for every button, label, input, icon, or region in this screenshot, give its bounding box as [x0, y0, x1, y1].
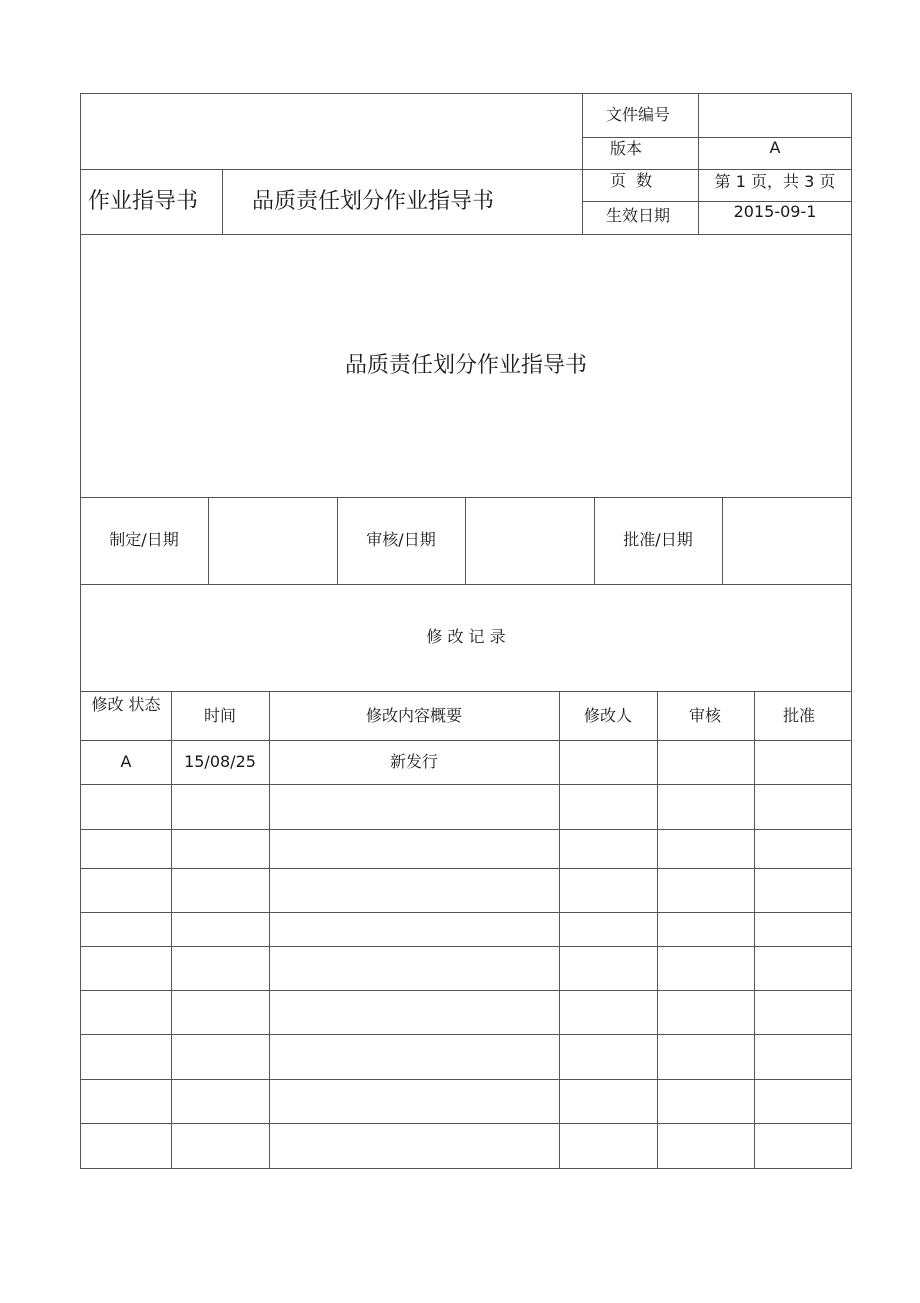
revision-col-divider-5 [754, 691, 755, 1169]
header-divider-meta-value [698, 93, 699, 234]
revision-col-divider-3 [559, 691, 560, 1169]
revision-col-header-review: 审核 [688, 706, 722, 725]
meta-label-pages: 页 数 [610, 171, 653, 190]
meta-value-version: A [769, 138, 781, 157]
signoff-divider-4 [594, 497, 595, 584]
revision-cell-status: A [120, 752, 132, 771]
signoff-label-reviewed: 审核/日期 [366, 530, 436, 549]
header-divider-doctype [222, 169, 223, 234]
signoff-label-prepared: 制定/日期 [109, 530, 179, 549]
main-title: 品质责任划分作业指导书 [344, 353, 588, 378]
signoff-divider-5 [722, 497, 723, 584]
document-frame [80, 93, 852, 1169]
header-bottom-line [80, 234, 852, 235]
header-divider-meta [582, 93, 583, 234]
meta-value-effective-date: 2015-09-1 [733, 202, 817, 221]
revision-row-line [80, 784, 852, 785]
signoff-divider-3 [465, 497, 466, 584]
revision-row-line [80, 868, 852, 869]
meta-label-effective-date: 生效日期 [606, 206, 671, 225]
revision-row-line [80, 1079, 852, 1080]
revision-row-line [80, 1034, 852, 1035]
revision-row-line [80, 946, 852, 947]
revision-row-line [80, 912, 852, 913]
revision-record-title: 修 改 记 录 [426, 627, 506, 646]
revision-row-line [80, 740, 852, 741]
meta-value-pages: 第 1 页，共 3 页 [714, 172, 836, 191]
revision-header-top-line [80, 691, 852, 692]
revision-cell-summary: 新发行 [389, 752, 439, 771]
revision-col-divider-4 [657, 691, 658, 1169]
meta-label-version: 版本 [610, 139, 643, 158]
doc-title-label: 品质责任划分作业指导书 [252, 189, 495, 214]
revision-row-line [80, 1123, 852, 1124]
revision-col-header-approve: 批准 [782, 706, 816, 725]
revision-cell-time: 15/08/25 [184, 752, 256, 771]
revision-col-header-summary: 修改内容概要 [365, 706, 463, 725]
revision-col-header-status: 修改 状态 [91, 695, 161, 714]
meta-row-line-2 [582, 169, 852, 170]
signoff-bottom-line [80, 584, 852, 585]
revision-col-header-modifier: 修改人 [583, 706, 633, 725]
doc-type-label: 作业指导书 [88, 189, 199, 214]
signoff-top-line [80, 497, 852, 498]
revision-col-header-time: 时间 [203, 706, 237, 725]
revision-col-divider-2 [269, 691, 270, 1169]
revision-col-divider-1 [171, 691, 172, 1169]
revision-row-line [80, 829, 852, 830]
signoff-divider-1 [208, 497, 209, 584]
revision-row-line [80, 990, 852, 991]
meta-row-line-1 [582, 137, 852, 138]
signoff-divider-2 [337, 497, 338, 584]
meta-label-doc-number: 文件编号 [606, 105, 671, 124]
header-divider-left [80, 169, 582, 170]
signoff-label-approved: 批准/日期 [623, 530, 693, 549]
